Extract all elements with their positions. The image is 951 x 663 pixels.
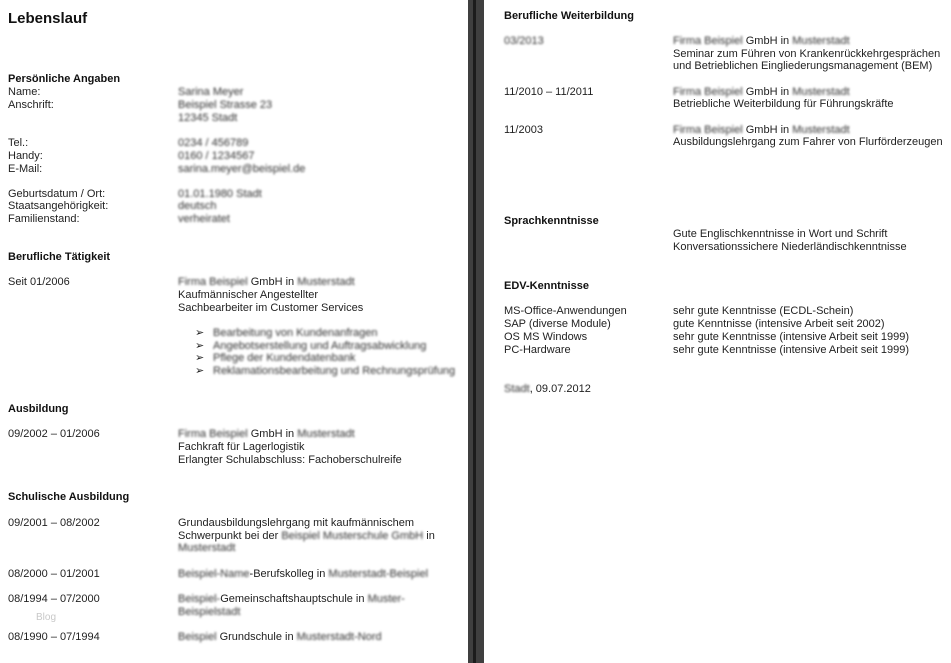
further-e1-city: Musterstadt: [792, 35, 850, 47]
tel-value: 0234 / 456789: [178, 137, 249, 149]
career-bullet: [195, 352, 356, 365]
career-date: Seit 01/2006: [8, 276, 70, 288]
further-e1-company-text: GmbH in: [742, 35, 793, 47]
school-e2-name: Beispiel-Name: [178, 568, 250, 580]
school-e1-line-2-text: Schwerpunkt bei der: [178, 530, 282, 542]
further-e2-date: 11/2010 – 11/2011: [504, 86, 594, 98]
further-e3-company-name: Firma Beispiel: [673, 124, 743, 136]
school-e4-city: Musterstadt-Nord: [296, 631, 382, 643]
school-e2-line: [178, 568, 428, 581]
school-e4-line: [178, 631, 382, 644]
page-divider: [473, 0, 476, 663]
nationality-label: Staatsangehörigkeit:: [8, 200, 109, 212]
further-e3-city: Musterstadt: [792, 124, 850, 136]
career-bullet-text: Reklamationsbearbeitung und Rechnungsprüfung: [213, 365, 456, 377]
further-e1-line-3: und Betrieblichen Eingliederungsmanagement (BEM): [673, 60, 933, 72]
career-bullet: [195, 365, 455, 378]
career-company-name: Firma Beispiel: [178, 276, 248, 288]
school-e1-line-2: [178, 530, 435, 543]
further-e3-line-2: Ausbildungslehrgang zum Fahrer von Flurförderzeugen: [673, 136, 943, 148]
school-e1-city: Musterstadt: [178, 542, 236, 554]
further-e2-city: Musterstadt: [792, 86, 850, 98]
further-e1-company: [673, 35, 850, 48]
languages-line-2: Konversationssichere Niederländischkenntnisse: [673, 241, 907, 253]
school-e3-line: [178, 593, 405, 606]
section-school-heading: Schulische Ausbildung: [8, 491, 130, 503]
further-e1-company-name: Firma Beispiel: [673, 35, 743, 47]
arrow-bullet-icon: ➢: [195, 340, 205, 352]
further-e2-line-2: Betriebliche Weiterbildung für Führungskräfte: [673, 98, 894, 110]
edv-value: sehr gute Kenntnisse (intensive Arbeit seit 1999): [673, 344, 910, 356]
nationality-value: deutsch: [178, 200, 217, 212]
family-label: Familienstand:: [8, 213, 80, 225]
training-company-city: Musterstadt: [297, 428, 355, 440]
school-e3-city: Muster-: [367, 593, 405, 605]
family-value: verheiratet: [178, 213, 230, 225]
training-company: [178, 428, 355, 441]
school-e4-date: 08/1990 – 07/1994: [8, 631, 100, 643]
signature-date: , 09.07.2012: [529, 383, 591, 395]
email-label: E-Mail:: [8, 163, 43, 175]
school-e3-name: Beispiel-: [178, 593, 221, 605]
further-e3-date: 11/2003: [504, 124, 543, 136]
resume-page-left: [0, 0, 468, 663]
school-e1-line-2-end: in: [423, 530, 435, 542]
school-e2-text: -Berufskolleg in: [249, 568, 329, 580]
training-line-3: Erlangter Schulabschluss: Fachoberschulreife: [178, 454, 402, 466]
address-value-city: 12345 Stadt: [178, 112, 238, 124]
school-e4-name: Beispiel: [178, 631, 217, 643]
career-role-2: Sachbearbeiter im Customer Services: [178, 302, 364, 314]
arrow-bullet-icon: ➢: [195, 352, 205, 364]
page-gap: [468, 0, 484, 663]
name-label: Name:: [8, 86, 41, 98]
signature-line: [504, 383, 591, 396]
further-e2-company-text: GmbH in: [742, 86, 793, 98]
school-e3-date: 08/1994 – 07/2000: [8, 593, 100, 605]
page-title: Lebenslauf: [8, 10, 88, 27]
career-bullet: [195, 327, 378, 340]
school-e3-text: Gemeinschaftshauptschule in: [220, 593, 368, 605]
birth-value: 01.01.1980 Stadt: [178, 188, 262, 200]
address-label: Anschrift:: [8, 99, 54, 111]
section-training-heading: Ausbildung: [8, 403, 69, 415]
edv-value: gute Kenntnisse (intensive Arbeit seit 2002): [673, 318, 885, 330]
arrow-bullet-icon: ➢: [195, 365, 205, 377]
school-e1-date: 09/2001 – 08/2002: [8, 517, 100, 529]
edv-label: PC-Hardware: [504, 344, 571, 356]
school-e2-city: Musterstadt-Beispiel: [328, 568, 429, 580]
resume-page-right: [484, 0, 951, 663]
name-value: Sarina Meyer: [178, 86, 244, 98]
career-bullet-text: Bearbeitung von Kundenanfragen: [213, 327, 378, 339]
school-e1-institution: Beispiel Musterschule GmbH: [281, 530, 424, 542]
birth-label: Geburtsdatum / Ort:: [8, 188, 106, 200]
section-career-heading: Berufliche Tätigkeit: [8, 251, 111, 263]
signature-place: Stadt: [504, 383, 530, 395]
languages-line-1: Gute Englischkenntnisse in Wort und Schrift: [673, 228, 888, 240]
further-e3-company: [673, 124, 850, 137]
email-value: sarina.meyer@beispiel.de: [178, 163, 306, 175]
career-company-text: GmbH in: [247, 276, 298, 288]
career-bullet-text: Pflege der Kundendatenbank: [213, 352, 356, 364]
address-value-street: Beispiel Strasse 23: [178, 99, 273, 111]
further-e1-line-2: Seminar zum Führen von Krankenrückkehrgesprächen: [673, 48, 941, 60]
career-bullet: [195, 340, 426, 353]
school-e2-date: 08/2000 – 01/2001: [8, 568, 100, 580]
further-e1-date: 03/2013: [504, 35, 544, 47]
tel-label: Tel.:: [8, 137, 29, 149]
section-languages-heading: Sprachkenntnisse: [504, 215, 599, 227]
career-role-1: Kaufmännischer Angestellter: [178, 289, 319, 301]
edv-label: MS-Office-Anwendungen: [504, 305, 627, 317]
career-bullet-text: Angebotserstellung und Auftragsabwicklung: [213, 340, 427, 352]
training-line-2: Fachkraft für Lagerlogistik: [178, 441, 305, 453]
edv-value: sehr gute Kenntnisse (intensive Arbeit seit 1999): [673, 331, 910, 343]
edv-label: OS MS Windows: [504, 331, 588, 343]
section-further-heading: Berufliche Weiterbildung: [504, 10, 634, 22]
arrow-bullet-icon: ➢: [195, 327, 205, 339]
section-personal-heading: Persönliche Angaben: [8, 73, 121, 85]
section-edv-heading: EDV-Kenntnisse: [504, 280, 589, 292]
handy-value: 0160 / 1234567: [178, 150, 255, 162]
career-company-city: Musterstadt: [297, 276, 355, 288]
edv-label: SAP (diverse Module): [504, 318, 611, 330]
training-date: 09/2002 – 01/2006: [8, 428, 100, 440]
handy-label: Handy:: [8, 150, 43, 162]
training-company-text: GmbH in: [247, 428, 298, 440]
watermark: Blog: [36, 612, 57, 623]
further-e2-company: [673, 86, 850, 99]
school-e4-text: Grundschule in: [216, 631, 297, 643]
career-company: [178, 276, 355, 289]
edv-value: sehr gute Kenntnisse (ECDL-Schein): [673, 305, 854, 317]
further-e3-company-text: GmbH in: [742, 124, 793, 136]
school-e1-line-1: Grundausbildungslehrgang mit kaufmännischem: [178, 517, 415, 529]
further-e2-company-name: Firma Beispiel: [673, 86, 743, 98]
training-company-name: Firma Beispiel: [178, 428, 248, 440]
school-e3-city-2: Beispielstadt: [178, 606, 241, 618]
